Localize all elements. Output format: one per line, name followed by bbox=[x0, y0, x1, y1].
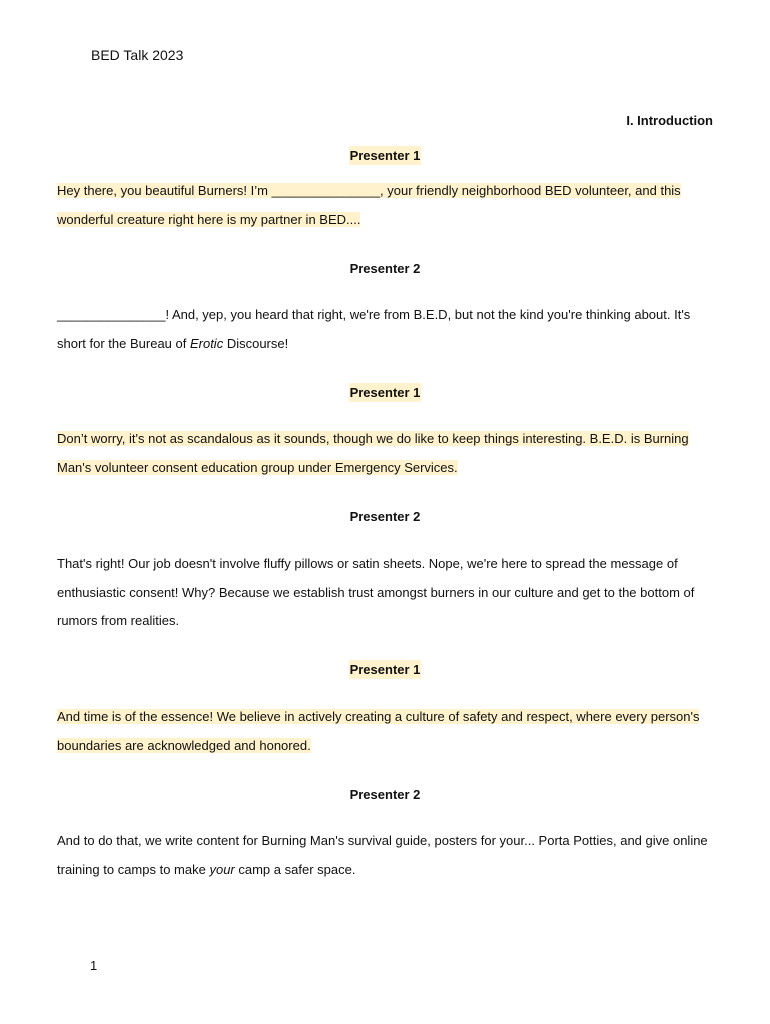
dialogue-text: Hey there, you beautiful Burners! I’m _______________, your friendly neighborhood BED volunteer, and this wonderful creature right here is my partner in BED.... bbox=[57, 183, 681, 227]
dialogue-paragraph bbox=[57, 425, 717, 482]
dialogue-text: That's right! Our job doesn't involve fluffy pillows or satin sheets. Nope, we're here to spread the message of enthusiastic consent! Why? Because we establish trust amongst burners in our culture and get to the bottom of rumors from realities. bbox=[57, 556, 695, 628]
dialogue-paragraph bbox=[57, 177, 717, 234]
speaker-label bbox=[0, 662, 770, 677]
document-header: BED Talk 2023 bbox=[91, 47, 184, 63]
speaker-label bbox=[0, 148, 770, 163]
speaker-label bbox=[0, 787, 770, 802]
speaker-name: Presenter 1 bbox=[349, 662, 421, 677]
page-number: 1 bbox=[90, 958, 98, 973]
dialogue-emphasis: Erotic bbox=[189, 335, 224, 351]
dialogue-paragraph bbox=[57, 301, 717, 358]
speaker-label bbox=[0, 261, 770, 276]
speaker-name: Presenter 1 bbox=[349, 148, 421, 163]
speaker-name: Presenter 1 bbox=[349, 385, 421, 400]
dialogue-paragraph bbox=[57, 703, 717, 760]
speaker-name: Presenter 2 bbox=[349, 261, 421, 276]
dialogue-text: Don’t worry, it's not as scandalous as it sounds, though we do like to keep things interesting. B.E.D. is Burning Man's volunteer consent education group under Emergency Services. bbox=[57, 431, 689, 475]
dialogue-text: _______________! And, yep, you heard that right, we're from B.E.D, but not the kind you're thinking about. It's short for the Bureau of bbox=[57, 307, 691, 351]
speaker-label bbox=[0, 385, 770, 400]
speaker-label bbox=[0, 509, 770, 524]
speaker-name: Presenter 2 bbox=[349, 509, 421, 524]
dialogue-text: And time is of the essence! We believe in actively creating a culture of safety and respect, where every person's boundaries are acknowledged and honored. bbox=[57, 709, 700, 753]
section-title: I. Introduction bbox=[626, 113, 713, 128]
dialogue-emphasis: your bbox=[209, 861, 235, 877]
dialogue-paragraph bbox=[57, 827, 717, 884]
dialogue-paragraph bbox=[57, 550, 717, 636]
dialogue-text: Discourse! bbox=[223, 335, 289, 351]
speaker-name: Presenter 2 bbox=[349, 787, 421, 802]
dialogue-text: camp a safer space. bbox=[234, 861, 356, 877]
dialogue-text: And to do that, we write content for Burning Man's survival guide, posters for your... Porta Potties, and give online training to camps to make bbox=[57, 833, 708, 877]
